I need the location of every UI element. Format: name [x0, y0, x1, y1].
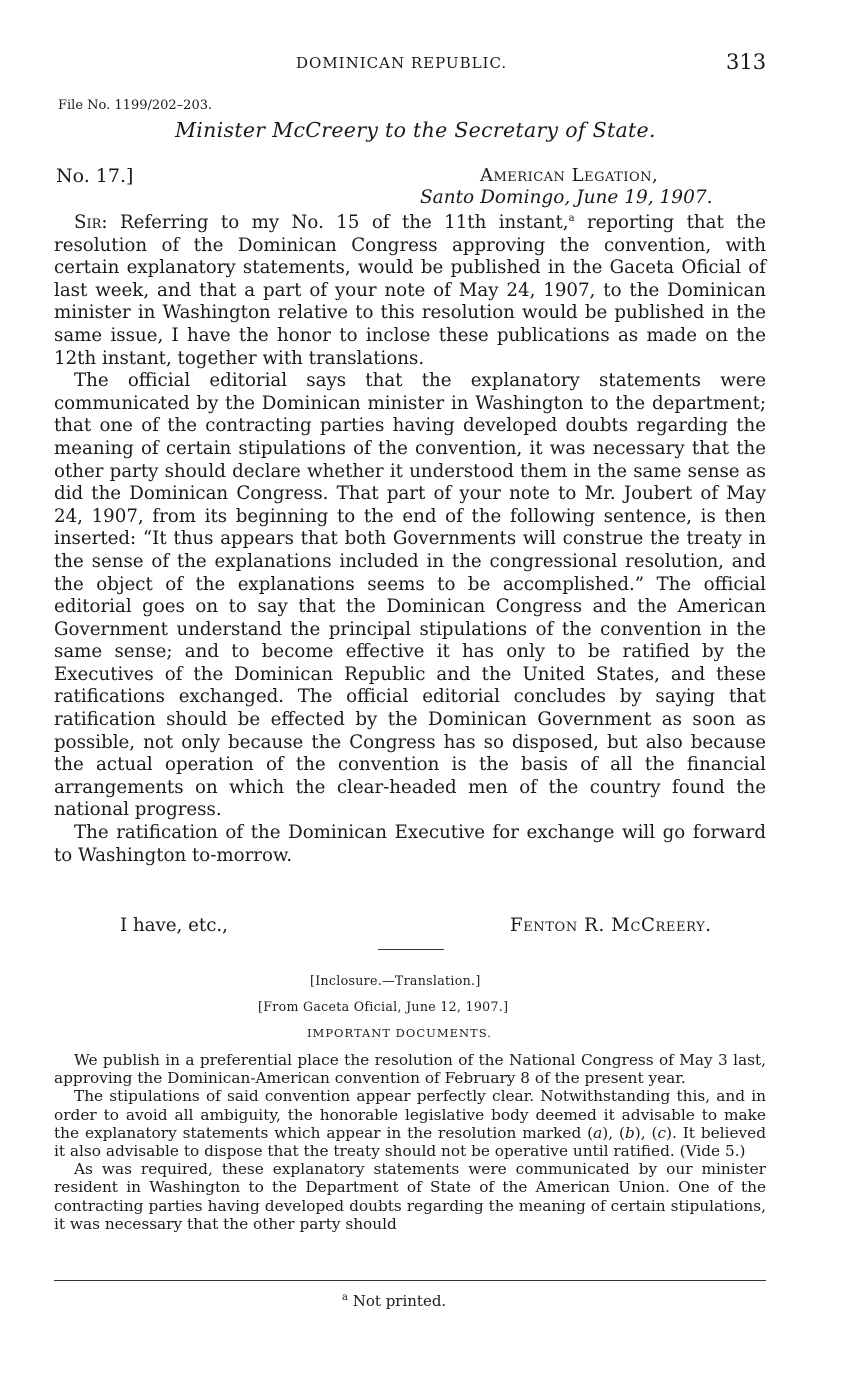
enclosure-text: ), (	[602, 1123, 625, 1142]
enclosure-text: ), (	[634, 1123, 658, 1142]
footnote-rule	[54, 1280, 766, 1281]
footnote	[342, 1292, 446, 1310]
signature: Fenton R. McCreery.	[510, 915, 712, 936]
running-title: DOMINICAN REPUBLIC.	[296, 54, 508, 72]
running-head	[0, 50, 844, 78]
enclosure-source: [From Gaceta Oficial, June 12, 1907.]	[258, 999, 509, 1014]
salutation: Sir:	[74, 212, 108, 233]
section-divider	[378, 949, 444, 950]
resolution-letter: b	[624, 1123, 635, 1142]
letter-text: Referring to my No. 15 of the 11th instant,	[119, 212, 569, 233]
letter-paragraph: The official editorial says that the explanatory statements were communicated by the Dominican minister in Washington to the department; that one of the contracting parties having developed doubts regarding the meaning of certain stipulations of the convention, it was necessary that the other party should declare whether it understood them in the same sense as did the Dominican Congress. That part of your note to Mr. Joubert of May 24, 1907, from its beginning to the end of the following sentence, is then inserted: “It thus appears that both Governments will construe the treaty in the sense of the explanations included in the congressional resolution, and the object of the explanations seems to be accomplished.” The official editorial goes on to say that the Dominican Congress and the American Government understand the principal stipulations of the convention in the same sense; and to become effective it has only to be ratified by the Executives of the Dominican Republic and the United States, and these ratifications exchanged. The official editorial concludes by saying that ratification should be effected by the Dominican Government as soon as possible, not only because the Congress has so disposed, but also because the actual operation of the convention is the basis of all the financial arrangements on which the clear-headed men of the country found the national progress.	[54, 370, 766, 821]
legation-name: American Legation,	[480, 165, 659, 186]
footnote-marker: a	[342, 1292, 348, 1303]
complimentary-close: I have, etc.,	[120, 915, 228, 936]
enclosure-paragraph: As was required, these explanatory statements were communicated by our minister resident in Washington to the Department of State of the American Union. One of the contracting parties having developed doubts regarding the meaning of certain stipulations, it was necessary that the other party should	[54, 1160, 766, 1233]
enclosure-label: [Inclosure.—Translation.]	[310, 973, 481, 988]
letter-paragraph	[54, 212, 766, 370]
dateline: Santo Domingo, June 19, 1907.	[420, 187, 713, 208]
dispatch-number: No. 17.]	[56, 165, 134, 187]
resolution-letter: c	[657, 1123, 667, 1142]
page-number: 313	[726, 50, 767, 74]
enclosure-text: The stipulations of said convention appear perfectly clear. Notwithstanding this, and in order to avoid all ambiguity, the honorable legislative body deemed it advisable to make the explanatory statements which appear in the resolution marked (	[54, 1087, 766, 1142]
enclosure-text: ). It believed it also advisable to dispose that the treaty should not be operative until ratified. (Vide 5.)	[54, 1123, 766, 1161]
enclosure-paragraph	[54, 1087, 766, 1160]
enclosure-paragraph: We publish in a preferential place the resolution of the National Congress of May 3 last, approving the Dominican-American convention of February 8 of the present year.	[54, 1051, 766, 1088]
document-title: Minister McCreery to the Secretary of State.	[175, 118, 656, 142]
closing-line	[0, 915, 844, 941]
letter-paragraph: The ratification of the Dominican Executive for exchange will go forward to Washington to-morrow.	[54, 822, 766, 866]
footnote-text: Not printed.	[347, 1292, 447, 1310]
footnote-marker: a	[568, 212, 575, 224]
enclosure-heading: IMPORTANT DOCUMENTS.	[307, 1026, 492, 1040]
file-number: File No. 1199/202–203.	[58, 98, 213, 113]
letter-body	[54, 212, 766, 867]
letter-text: reporting that the resolution of the Dominican Congress approving the convention, with certain explanatory statements, would be published in the Gaceta Oficial of last week, and that a part of your note of May 24, 1907, to the Dominican minister in Washington relative to this resolution would be published in the same issue, I have the honor to inclose these publications as made on the 12th instant, together with translations.	[54, 212, 766, 369]
enclosure-body	[54, 1051, 766, 1233]
resolution-letter: a	[593, 1123, 603, 1142]
